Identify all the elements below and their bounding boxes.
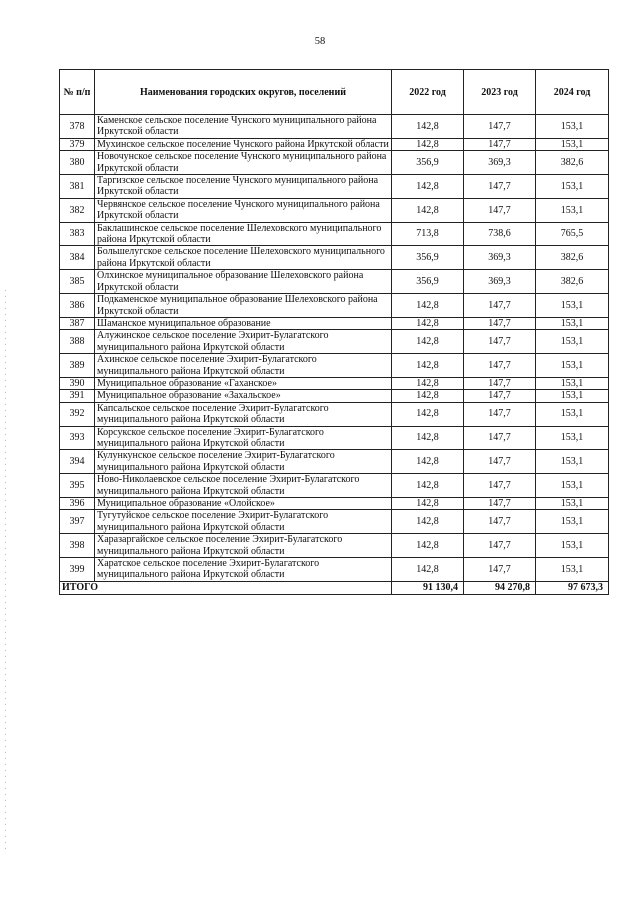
row-name: Каменское сельское поселение Чунского муниципального района Иркутской области [95,115,392,139]
row-2022: 142,8 [392,474,464,498]
row-2023: 147,7 [464,558,536,582]
row-number: 391 [60,390,95,402]
row-2023: 369,3 [464,151,536,175]
row-name: Корсукское сельское поселение Эхирит-Булагатского муниципального района Иркутской области [95,426,392,450]
row-2023: 147,7 [464,534,536,558]
table-row [60,510,609,534]
page-number: 58 [314,36,326,47]
row-number: 380 [60,151,95,175]
table-row [60,390,609,402]
row-2023: 147,7 [464,115,536,139]
table-row [60,317,609,329]
row-number: 386 [60,294,95,318]
row-name: Большелугское сельское поселение Шелеховского муниципального района Иркутской области [95,246,392,270]
municipal-table [59,69,609,595]
total-row [60,581,609,594]
total-2024: 97 673,3 [536,581,609,594]
row-2022: 142,8 [392,330,464,354]
table-row [60,558,609,582]
row-number: 385 [60,270,95,294]
row-2024: 382,6 [536,151,609,175]
row-name: Харатское сельское поселение Эхирит-Булагатского муниципального района Иркутской области [95,558,392,582]
row-name: Подкаменское муниципальное образование Шелеховского района Иркутской области [95,294,392,318]
row-2022: 142,8 [392,294,464,318]
row-name: Ново-Николаевское сельское поселение Эхирит-Булагатского муниципального района Иркутской области [95,474,392,498]
row-2024: 153,1 [536,402,609,426]
row-2023: 147,7 [464,450,536,474]
row-2022: 142,8 [392,534,464,558]
table-row [60,474,609,498]
row-number: 381 [60,175,95,199]
row-2023: 147,7 [464,498,536,510]
row-2023: 147,7 [464,390,536,402]
row-2022: 142,8 [392,426,464,450]
table-row [60,354,609,378]
row-2023: 369,3 [464,246,536,270]
row-name: Харазаргайское сельское поселение Эхирит-Булагатского муниципального района Иркутской области [95,534,392,558]
row-name: Муниципальное образование «Олойское» [95,498,392,510]
row-2023: 147,7 [464,426,536,450]
row-number: 393 [60,426,95,450]
row-2022: 142,8 [392,402,464,426]
row-2023: 147,7 [464,198,536,222]
row-2023: 147,7 [464,294,536,318]
table-row [60,115,609,139]
row-name: Тугутуйское сельское поселение Эхирит-Булагатского муниципального района Иркутской области [95,510,392,534]
row-number: 379 [60,138,95,150]
row-2024: 153,1 [536,198,609,222]
row-2022: 356,9 [392,151,464,175]
row-2024: 153,1 [536,390,609,402]
row-name: Олхинское муниципальное образование Шелеховского района Иркутской области [95,270,392,294]
row-number: 384 [60,246,95,270]
header-2023: 2023 год [464,70,536,115]
row-name: Капсальское сельское поселение Эхирит-Булагатского муниципального района Иркутской области [95,402,392,426]
row-name: Мухинское сельское поселение Чунского района Иркутской области [95,138,392,150]
row-2024: 382,6 [536,270,609,294]
header-num: № п/п [60,70,95,115]
row-2023: 147,7 [464,330,536,354]
table-row [60,377,609,389]
row-2024: 153,1 [536,426,609,450]
row-number: 382 [60,198,95,222]
table-row [60,330,609,354]
row-name: Алужинское сельское поселение Эхирит-Булагатского муниципального района Иркутской области [95,330,392,354]
row-2022: 713,8 [392,222,464,246]
header-name: Наименования городских округов, поселений [95,70,392,115]
row-number: 389 [60,354,95,378]
row-number: 392 [60,402,95,426]
row-2022: 142,8 [392,510,464,534]
row-2024: 153,1 [536,138,609,150]
row-2024: 153,1 [536,534,609,558]
row-number: 399 [60,558,95,582]
row-2022: 142,8 [392,317,464,329]
row-name: Муниципальное образование «Захальское» [95,390,392,402]
row-2024: 765,5 [536,222,609,246]
table-row [60,450,609,474]
table-row [60,138,609,150]
row-2024: 153,1 [536,354,609,378]
row-2022: 142,8 [392,115,464,139]
row-2023: 369,3 [464,270,536,294]
row-number: 378 [60,115,95,139]
row-2023: 147,7 [464,402,536,426]
row-2023: 147,7 [464,175,536,199]
row-name: Ахинское сельское поселение Эхирит-Булагатского муниципального района Иркутской области [95,354,392,378]
row-2023: 738,6 [464,222,536,246]
row-2024: 153,1 [536,377,609,389]
row-name: Баклашинское сельское поселение Шелеховского муниципального района Иркутской области [95,222,392,246]
row-2023: 147,7 [464,377,536,389]
table-row [60,294,609,318]
table-row [60,534,609,558]
table-body [60,115,609,582]
table-row [60,246,609,270]
row-2023: 147,7 [464,354,536,378]
row-name: Муниципальное образование «Гаханское» [95,377,392,389]
row-number: 395 [60,474,95,498]
row-name: Шаманское муниципальное образование [95,317,392,329]
row-2024: 153,1 [536,175,609,199]
total-2023: 94 270,8 [464,581,536,594]
row-2024: 153,1 [536,498,609,510]
row-number: 383 [60,222,95,246]
row-2022: 356,9 [392,270,464,294]
table-row [60,402,609,426]
total-2022: 91 130,4 [392,581,464,594]
row-number: 387 [60,317,95,329]
row-2024: 153,1 [536,474,609,498]
total-label: ИТОГО [60,581,392,594]
row-2022: 142,8 [392,354,464,378]
row-2024: 153,1 [536,330,609,354]
table-row [60,270,609,294]
row-2023: 147,7 [464,317,536,329]
row-number: 398 [60,534,95,558]
row-2022: 142,8 [392,558,464,582]
table-row [60,198,609,222]
header-2022: 2022 год [392,70,464,115]
row-2022: 142,8 [392,377,464,389]
table-row [60,498,609,510]
row-number: 396 [60,498,95,510]
row-2024: 153,1 [536,317,609,329]
row-2023: 147,7 [464,510,536,534]
row-number: 388 [60,330,95,354]
row-2022: 142,8 [392,450,464,474]
table-row [60,175,609,199]
row-number: 394 [60,450,95,474]
row-2022: 142,8 [392,498,464,510]
row-2022: 142,8 [392,175,464,199]
table-row [60,222,609,246]
row-2022: 356,9 [392,246,464,270]
table-row [60,426,609,450]
row-2024: 153,1 [536,558,609,582]
row-2023: 147,7 [464,138,536,150]
row-name: Новочунское сельское поселение Чунского муниципального района Иркутской области [95,151,392,175]
row-name: Таргизское сельское поселение Чунского муниципального района Иркутской области [95,175,392,199]
row-2022: 142,8 [392,138,464,150]
row-name: Кулункунское сельское поселение Эхирит-Булагатского муниципального района Иркутской области [95,450,392,474]
row-name: Червянское сельское поселение Чунского муниципального района Иркутской области [95,198,392,222]
table-row [60,151,609,175]
row-2022: 142,8 [392,198,464,222]
row-2024: 153,1 [536,115,609,139]
row-2024: 153,1 [536,294,609,318]
row-2024: 153,1 [536,510,609,534]
scan-edge-marks [5,290,6,850]
row-2024: 382,6 [536,246,609,270]
row-2024: 153,1 [536,450,609,474]
header-2024: 2024 год [536,70,609,115]
table-header-row [60,70,609,115]
row-2022: 142,8 [392,390,464,402]
row-number: 390 [60,377,95,389]
row-2023: 147,7 [464,474,536,498]
row-number: 397 [60,510,95,534]
